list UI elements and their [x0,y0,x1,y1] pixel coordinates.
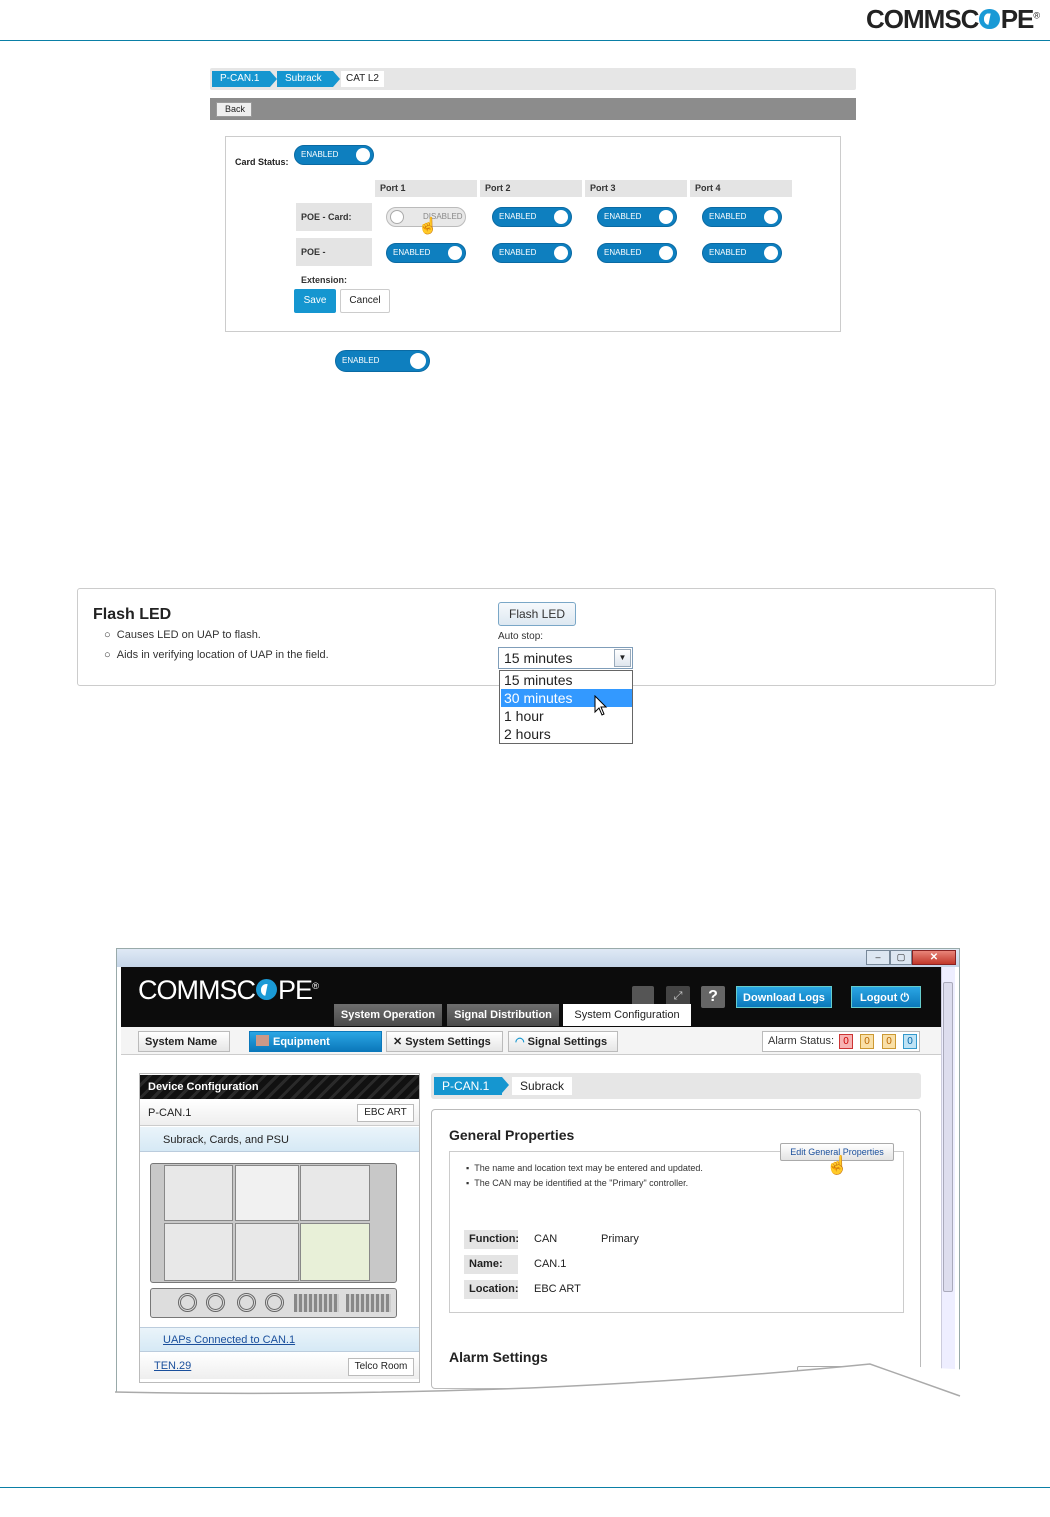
logout-button[interactable] [851,986,921,1008]
fan-icon [178,1293,197,1312]
hand-cursor-icon: ☝ [418,218,438,235]
card-slot [300,1165,370,1221]
device-name: P-CAN.1 [148,1107,192,1119]
subtab-system-settings[interactable] [386,1031,503,1052]
cancel-button[interactable]: Cancel [340,289,390,313]
wifi-icon: ◠ [515,1036,525,1048]
subrack-item-label: Subrack, Cards, and PSU [163,1134,289,1146]
toggle-knob [448,246,462,260]
card-status-label: Card Status: [235,157,289,167]
ten-link[interactable]: TEN.29 [154,1360,192,1372]
poe-card-label: POE - Card: [296,203,372,231]
back-button[interactable]: Back [216,102,252,117]
toggle-knob [410,353,426,369]
tab-signal-distribution[interactable]: Signal Distribution [447,1004,559,1026]
port1-header: Port 1 [375,180,477,197]
save-button[interactable]: Save [294,289,336,313]
content-breadcrumb-pcan[interactable]: P-CAN.1 [434,1077,502,1095]
device-badge: EBC ART [357,1104,414,1122]
arrow-cursor-icon [594,695,608,722]
toggle-label: ENABLED [342,356,380,365]
psu-vent [346,1294,391,1312]
minimize-button[interactable]: – [866,950,890,965]
scrollbar-thumb[interactable] [943,982,953,1292]
fullscreen-icon[interactable]: ⤢ [666,986,690,1006]
bullet-text: Causes LED on UAP to flash. [116,629,261,641]
breadcrumb-catl2: CAT L2 [341,71,384,87]
toggle-knob [659,246,673,260]
name-label: Name: [464,1255,518,1274]
alarm-info-badge[interactable]: 0 [903,1034,917,1049]
poe-ext-port2-toggle[interactable] [492,243,572,263]
note-text: The CAN may be identified at the "Primary" controller. [474,1178,689,1188]
equipment-icon [256,1035,269,1046]
option-2-hours[interactable]: 2 hours [504,726,551,742]
enabled-toggle-example[interactable] [335,350,430,372]
toggle-label: ENABLED [709,212,747,221]
alarm-settings-title: Alarm Settings [449,1349,548,1365]
general-properties-title: General Properties [449,1127,575,1143]
chevron-down-icon[interactable]: ▼ [614,649,631,667]
selected-value: 15 minutes [504,650,573,666]
subtab-label: Signal Settings [527,1036,608,1048]
function-value: CAN [534,1233,558,1245]
edit-general-properties-button[interactable]: Edit General Properties [780,1143,894,1161]
subtab-label: Equipment Settings [256,1036,330,1069]
device-config-title: Device Configuration [140,1075,419,1099]
torn-edge [110,1362,970,1412]
card-status-toggle[interactable] [294,145,374,165]
poe-ext-port4-toggle[interactable] [702,243,782,263]
download-logs-button[interactable]: Download Logs [736,986,832,1008]
subtab-label: System Settings [405,1036,491,1048]
general-note-1: ▪ The name and location text may be entered and updated. [466,1163,703,1173]
option-15-minutes[interactable]: 15 minutes [504,672,573,688]
flash-led-bullet-1: ○ Causes LED on UAP to flash. [104,629,261,641]
port2-header: Port 2 [480,180,582,197]
content-breadcrumb-subrack: Subrack [512,1077,572,1095]
subtab-equipment-settings[interactable] [249,1031,382,1069]
footer-rule [0,1487,1050,1488]
subtab-system-name[interactable]: System Name [138,1031,230,1052]
hand-cursor-icon: ☝ [826,1155,849,1175]
toggle-label: ENABLED [709,248,747,257]
poe-ext-port1-toggle[interactable] [386,243,466,263]
tools-icon: ✕ [393,1036,403,1048]
flash-led-button[interactable]: Flash LED [498,602,576,626]
power-icon: ⏻ [900,992,910,1004]
toggle-knob [390,210,404,224]
logout-label: Logout [860,992,898,1004]
poe-extension-label: POE - Extension: [296,238,372,266]
toggle-label: ENABLED [393,248,431,257]
option-1-hour[interactable]: 1 hour [504,708,544,724]
toggle-label: ENABLED [499,212,537,221]
function-extra: Primary [601,1233,639,1245]
tab-system-operation[interactable]: System Operation [334,1004,442,1026]
close-button[interactable]: ✕ [912,950,956,965]
flash-led-title: Flash LED [93,606,172,623]
card-slot [300,1223,370,1281]
function-label: Function: [464,1230,518,1249]
app-logo: COMMSC PE® [138,975,319,1005]
alarm-critical-badge[interactable]: 0 [839,1034,853,1049]
toggle-knob [764,210,778,224]
toggle-label: ENABLED [499,248,537,257]
toggle-label: ENABLED [604,212,642,221]
port3-header: Port 3 [585,180,687,197]
option-30-minutes[interactable]: 30 minutes [501,689,632,707]
flash-led-bullet-2: ○ Aids in verifying location of UAP in the field. [104,649,329,661]
card-slot [164,1165,233,1221]
card-slot [164,1223,233,1281]
breadcrumb-subrack[interactable]: Subrack [277,71,333,87]
toggle-knob [554,210,568,224]
note-text: The name and location text may be entered and updated. [474,1163,703,1173]
poe-card-port3-toggle[interactable] [597,207,677,227]
window-titlebar [117,949,959,967]
header-rule [0,40,1050,41]
maximize-button[interactable]: ▢ [890,950,912,965]
alarm-minor-badge[interactable]: 0 [882,1034,896,1049]
card-slot [235,1223,299,1281]
subtab-signal-settings[interactable] [508,1031,618,1052]
print-icon[interactable] [632,986,654,1006]
tab-system-configuration[interactable]: System Configuration [563,1004,691,1026]
back-bar [210,98,856,120]
poe-ext-port3-toggle[interactable] [597,243,677,263]
toggle-label: DISABLED [423,212,463,221]
toggle-label: ENABLED [604,248,642,257]
psu-vent [294,1294,339,1312]
toggle-knob [554,246,568,260]
help-icon[interactable]: ? [701,986,725,1008]
toggle-knob [659,210,673,224]
alarm-major-badge[interactable]: 0 [860,1034,874,1049]
fan-icon [237,1293,256,1312]
toggle-knob [356,148,370,162]
breadcrumb-pcan[interactable]: P-CAN.1 [212,71,270,87]
card-slot [235,1165,299,1221]
toggle-knob [764,246,778,260]
bullet-text: Aids in verifying location of UAP in the field. [116,649,329,661]
auto-stop-select[interactable] [498,647,633,669]
location-value: EBC ART [534,1283,581,1295]
fan-icon [206,1293,225,1312]
uaps-link[interactable]: UAPs Connected to CAN.1 [163,1334,296,1346]
auto-stop-label: Auto stop: [498,631,544,642]
location-label: Location: [464,1280,518,1299]
name-value: CAN.1 [534,1258,567,1270]
ten-badge: Telco Room [348,1358,414,1376]
general-note-2: ▪ The CAN may be identified at the "Primary" controller. [466,1178,689,1188]
commscope-logo: COMMSC PE® [866,4,1040,34]
toggle-label: ENABLED [301,150,339,159]
port4-header: Port 4 [690,180,792,197]
alarm-status-label: Alarm Status: [768,1035,835,1047]
poe-card-port4-toggle[interactable] [702,207,782,227]
poe-card-port2-toggle[interactable] [492,207,572,227]
fan-icon [265,1293,284,1312]
